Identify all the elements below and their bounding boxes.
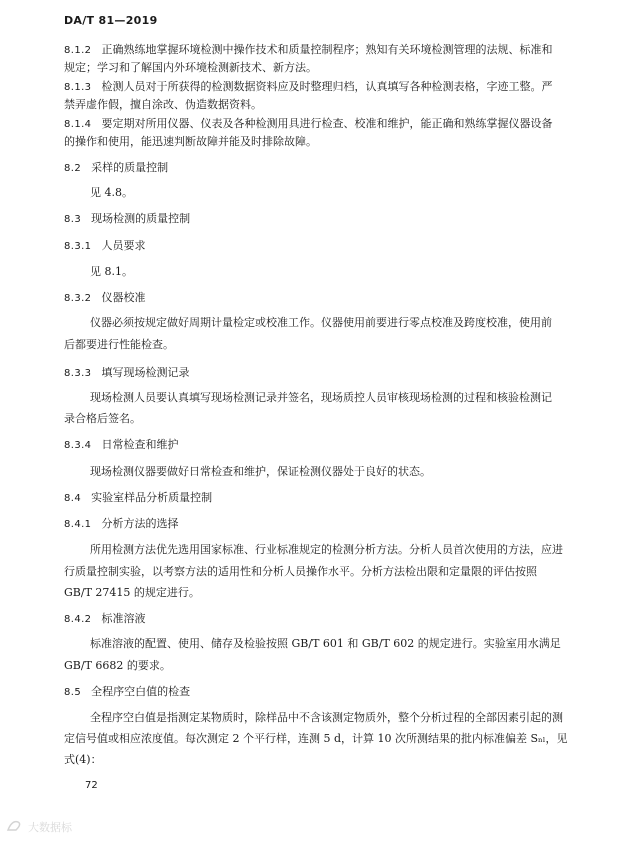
text-line [90, 316, 552, 330]
text-line [64, 438, 178, 453]
line-text: 禁弄虚作假，擅自涂改、伪造数据资料。 [64, 98, 262, 111]
line-text: 所用检测方法优先选用国家标准、行业标准规定的检测分析方法。分析人员首次使用的方法，应进 [90, 543, 563, 556]
watermark-logo-icon [6, 818, 24, 834]
line-text: 仪器必须按规定做好周期计量检定或校准工作。仪器使用前要进行零点校准及跨度校准，使用前 [90, 316, 552, 329]
section-number: 8.2 [64, 163, 82, 174]
text-line [64, 338, 174, 352]
line-text: 正确熟练地掌握环境检测中操作技术和质量控制程序；熟知有关环境检测管理的法规、标准和 [101, 43, 553, 56]
line-text: 现场检测的质量控制 [91, 212, 191, 225]
section-number: 8.1.4 [64, 119, 92, 130]
watermark [6, 818, 96, 836]
line-text: 的操作和使用，能迅速判断故障并能及时排除故障。 [64, 135, 317, 148]
section-number: 8.4.2 [64, 614, 92, 625]
section-number: 8.3 [64, 214, 82, 225]
line-text: 录合格后签名。 [64, 412, 141, 425]
text-line [64, 98, 262, 112]
line-text: 检测人员对于所获得的检测数据资料应及时整理归档，认真填写各种检测表格，字迹工整。严 [101, 80, 553, 93]
page-number: 72 [85, 780, 98, 791]
line-text: 行质量控制实验，以考察方法的适用性和分析人员操作水平。分析方法检出限和定量限的评估按照 [64, 565, 537, 578]
line-text: 全程序空白值的检查 [91, 685, 191, 698]
text-line [64, 117, 552, 132]
section-number: 8.4 [64, 493, 82, 504]
line-text: 标准溶液 [101, 612, 146, 625]
text-line [64, 685, 190, 700]
text-line [64, 565, 537, 579]
line-text: 标准溶液的配置、使用、储存及检验按照 GB/T 601 和 GB/T 602 的规定进行。实验室用水满足 [90, 637, 561, 650]
line-text: 日常检查和维护 [101, 438, 179, 451]
line-text: 现场检测人员要认真填写现场检测记录并签名，现场质控人员审核现场检测的过程和核验检测记 [90, 391, 552, 404]
line-text: 分析方法的选择 [101, 517, 179, 530]
text-line [90, 465, 431, 479]
text-line [90, 186, 133, 200]
section-number: 8.5 [64, 687, 82, 698]
text-line [64, 366, 189, 381]
section-number: 8.3.1 [64, 241, 92, 252]
text-line [64, 517, 178, 532]
text-line [64, 659, 171, 673]
text-line [90, 543, 563, 557]
line-text: 填写现场检测记录 [101, 366, 190, 379]
section-number: 8.3.2 [64, 293, 92, 304]
text-line [64, 43, 552, 58]
line-text: 实验室样品分析质量控制 [91, 491, 213, 504]
line-text: 规定；学习和了解国内外环境检测新技术、新方法。 [64, 61, 317, 74]
text-line [90, 391, 552, 405]
text-line [64, 491, 212, 506]
text-line [90, 265, 133, 279]
line-text: 后都要进行性能检查。 [64, 338, 174, 351]
line-text: 仪器校准 [101, 291, 146, 304]
section-number: 8.3.3 [64, 368, 92, 379]
watermark-text: 大数据标 [28, 821, 72, 834]
line-text: 定信号值或相应浓度值。每次测定 2 个平行样，连测 5 d，计算 10 次所测结果的批内标准偏差 Sₙₗ，见 [64, 732, 568, 745]
text-line [64, 161, 168, 176]
line-text: 现场检测仪器要做好日常检查和维护，保证检测仪器处于良好的状态。 [90, 465, 431, 478]
section-number: 8.1.2 [64, 45, 92, 56]
text-line [64, 612, 145, 627]
text-line [64, 586, 200, 600]
text-line [64, 753, 102, 767]
line-text: GB/T 27415 的规定进行。 [64, 586, 200, 599]
text-line [64, 80, 552, 95]
document-code-header: DA/T 81—2019 [64, 14, 158, 27]
line-text: 采样的质量控制 [91, 161, 169, 174]
line-text: 人员要求 [101, 239, 146, 252]
text-line [90, 711, 563, 725]
text-line [64, 239, 145, 254]
section-number: 8.4.1 [64, 519, 92, 530]
text-line [64, 61, 317, 75]
text-line [64, 212, 190, 227]
line-text: 式(4)： [64, 753, 102, 766]
text-line [90, 637, 561, 651]
text-line [64, 732, 567, 746]
line-text: 要定期对所用仪器、仪表及各种检测用具进行检查、校准和维护，能正确和熟练掌握仪器设备 [101, 117, 553, 130]
line-text: 全程序空白值是指测定某物质时，除样品中不含该测定物质外，整个分析过程的全部因素引起的测 [90, 711, 563, 724]
text-line [64, 412, 141, 426]
line-text: 见 8.1。 [90, 265, 133, 278]
section-number: 8.1.3 [64, 82, 92, 93]
section-number: 8.3.4 [64, 440, 92, 451]
line-text: 见 4.8。 [90, 186, 133, 199]
line-text: GB/T 6682 的要求。 [64, 659, 171, 672]
text-line [64, 135, 317, 149]
text-line [64, 291, 145, 306]
